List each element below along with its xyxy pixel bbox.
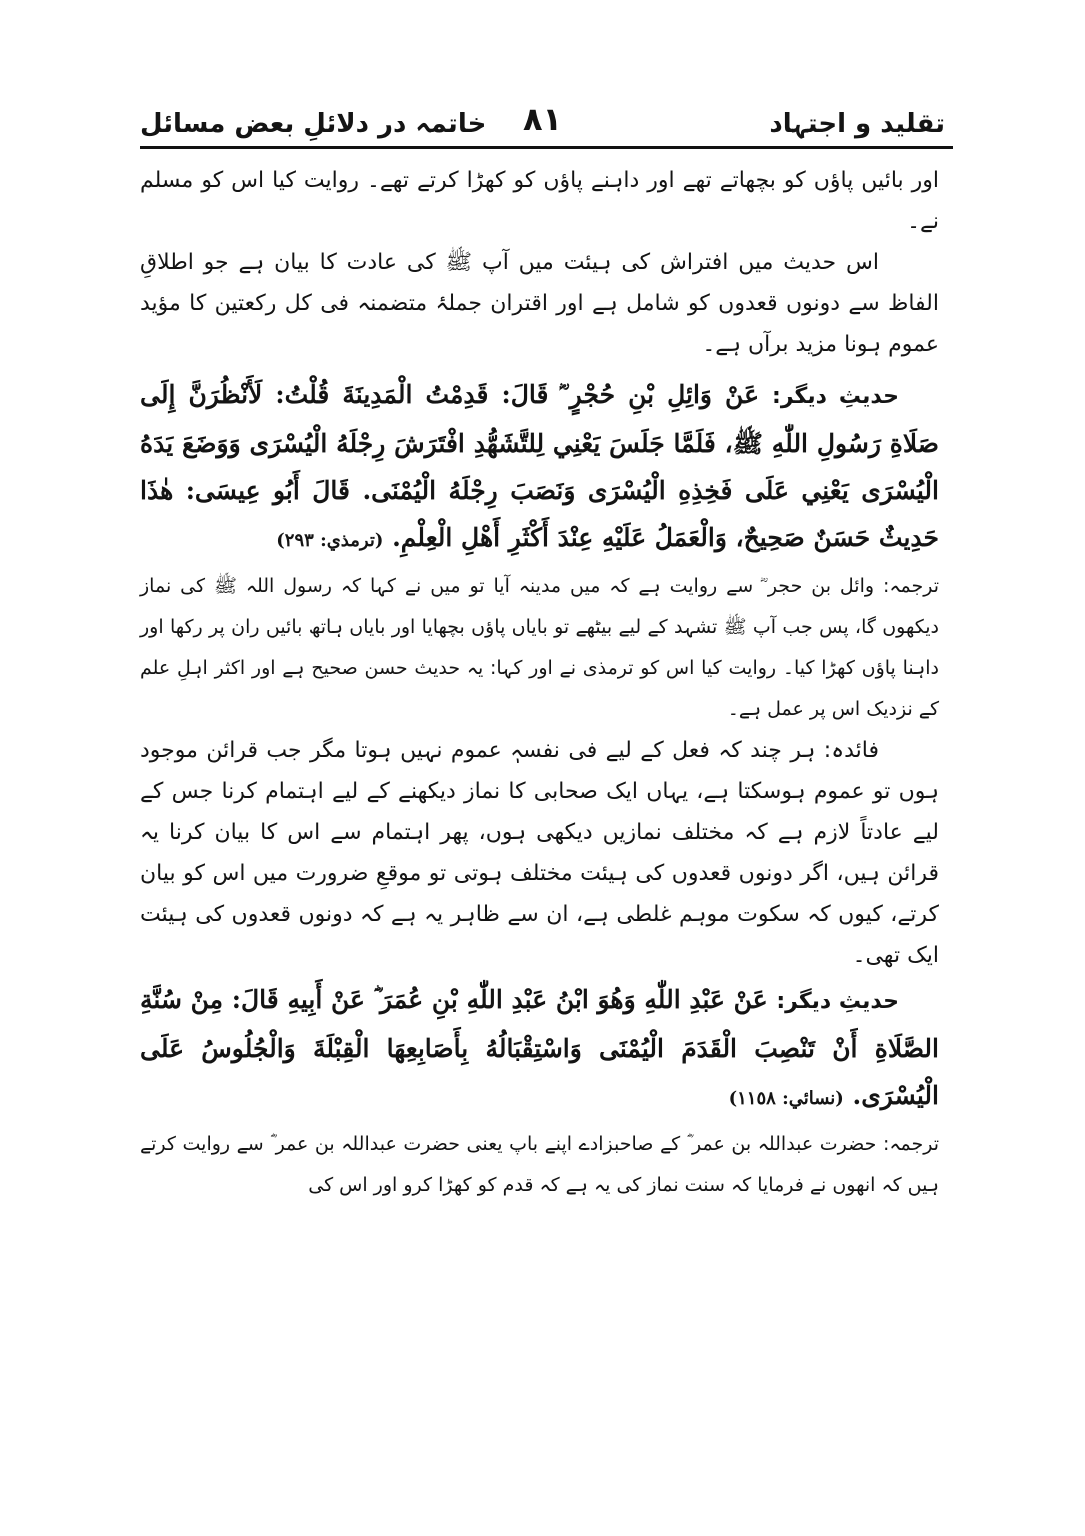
hadith-1-lead: حدیثِ دیگر:	[772, 384, 899, 409]
book-title: تقلید و اجتہاد	[769, 109, 945, 139]
page-header	[140, 100, 945, 144]
page-number: ۸۱	[522, 100, 563, 138]
chapter-title: خاتمہ در دلائلِ بعض مسائل	[140, 109, 487, 139]
hadith-2-arabic: عَنْ عَبْدِ اللّٰهِ وَهُوَ ابْنُ عَبْدِ اللّٰهِ بْنِ عُمَرَ ؓ عَنْ أَبِيهِ قَالَ: مِنْ سُنَّةِ الصَّلَاةِ أَنْ تَنْصِبَ الْقَدَمَ الْيُمْنَى وَاسْتِقْبَالُهُ بِأَصَابِعِهَا الْقِبْلَةَ وَالْجُلُوسُ عَلَى الْيُسْرَى.	[140, 985, 939, 1110]
hadith-1	[140, 371, 939, 564]
hadith-2-lead: حدیثِ دیگر:	[776, 989, 899, 1014]
header-divider	[140, 146, 953, 149]
paragraph-benefit: فائدہ: ہر چند کہ فعل کے لیے فی نفسہٖ عموم نہیں ہوتا مگر جب قرائن موجود ہوں تو عموم ہوسکتا ہے، یہاں ایک صحابی کا نماز دیکھنے کے لیے اہتمام کرنا جس کے لیے عادتاً لازم ہے کہ مختلف نمازیں دیکھی ہوں، پھر اہتمام سے اس کا بیان کرنا یہ قرائن ہیں، اگر دونوں قعدوں کی ہیئت مختلف ہوتی تو موقعِ ضرورت میں اس کو بیان کرتے، کیوں کہ سکوت موہم غلطی ہے، ان سے ظاہر یہ ہے کہ دونوں قعدوں کی ہیئت ایک تھی۔	[140, 738, 939, 968]
hadith-1-reference: (ترمذي: ٢٩٣)	[276, 530, 384, 551]
paragraph-continuation: اور بائیں پاؤں کو بچھاتے تھے اور داہنے پاؤں کو کھڑا کرتے تھے۔ روایت کیا اس کو مسلم نے۔	[140, 168, 939, 234]
paragraph-commentary: اس حدیث میں افتراش کی ہیئت میں آپ ﷺ کی عادت کا بیان ہے جو اطلاقِ الفاظ سے دونوں قعدوں کو شامل ہے اور اقتران جملۂ متضمنہ فی کل رکعتین کا مؤید عموم ہونا مزید برآں ہے۔	[140, 250, 939, 357]
hadith-1-arabic: عَنْ وَائِلِ بْنِ حُجْرٍ ؓ قَالَ: قَدِمْتُ الْمَدِينَةَ قُلْتُ: لَأَنْظُرَنَّ إِلَى صَلَاةِ رَسُولِ اللّٰهِ ﷺ، فَلَمَّا جَلَسَ يَعْنِي لِلتَّشَهُّدِ افْتَرَشَ رِجْلَهُ الْيُسْرَى وَوَضَعَ يَدَهُ الْيُسْرَى يَعْنِي عَلَى فَخِذِهِ الْيُسْرَى وَنَصَبَ رِجْلَهُ الْيُمْنَى. قَالَ أَبُو عِيسَى: هٰذَا حَدِيثٌ حَسَنٌ صَحِيحٌ، وَالْعَمَلُ عَلَيْهِ عِنْدَ أَكْثَرِ أَهْلِ الْعِلْمِ.	[140, 380, 939, 552]
hadith-2-reference: (نسائي: ١١٥٨)	[728, 1088, 844, 1109]
hadith-1-translation: ترجمہ: وائل بن حجر ؓ سے روایت ہے کہ میں مدینہ آیا تو میں نے کہا کہ رسول اللہ ﷺ کی نماز دیکھوں گا، پس جب آپ ﷺ تشہد کے لیے بیٹھے تو بایاں پاؤں بچھایا اور بایاں ہاتھ بائیں ران پر رکھا اور داہنا پاؤں کھڑا کیا۔ روایت کیا اس کو ترمذی نے اور کہا: یہ حدیث حسن صحیح ہے اور اکثر اہلِ علم کے نزدیک اس پر عمل ہے۔	[140, 575, 939, 720]
page-body	[140, 160, 939, 1206]
hadith-2-translation: ترجمہ: حضرت عبداللہ بن عمر ؓ کے صاحبزادے اپنے باپ یعنی حضرت عبداللہ بن عمر ؓ سے روایت کرتے ہیں کہ انھوں نے فرمایا کہ سنت نماز کی یہ ہے کہ قدم کو کھڑا کرو اور اس کی	[140, 1133, 939, 1196]
hadith-2	[140, 976, 939, 1122]
